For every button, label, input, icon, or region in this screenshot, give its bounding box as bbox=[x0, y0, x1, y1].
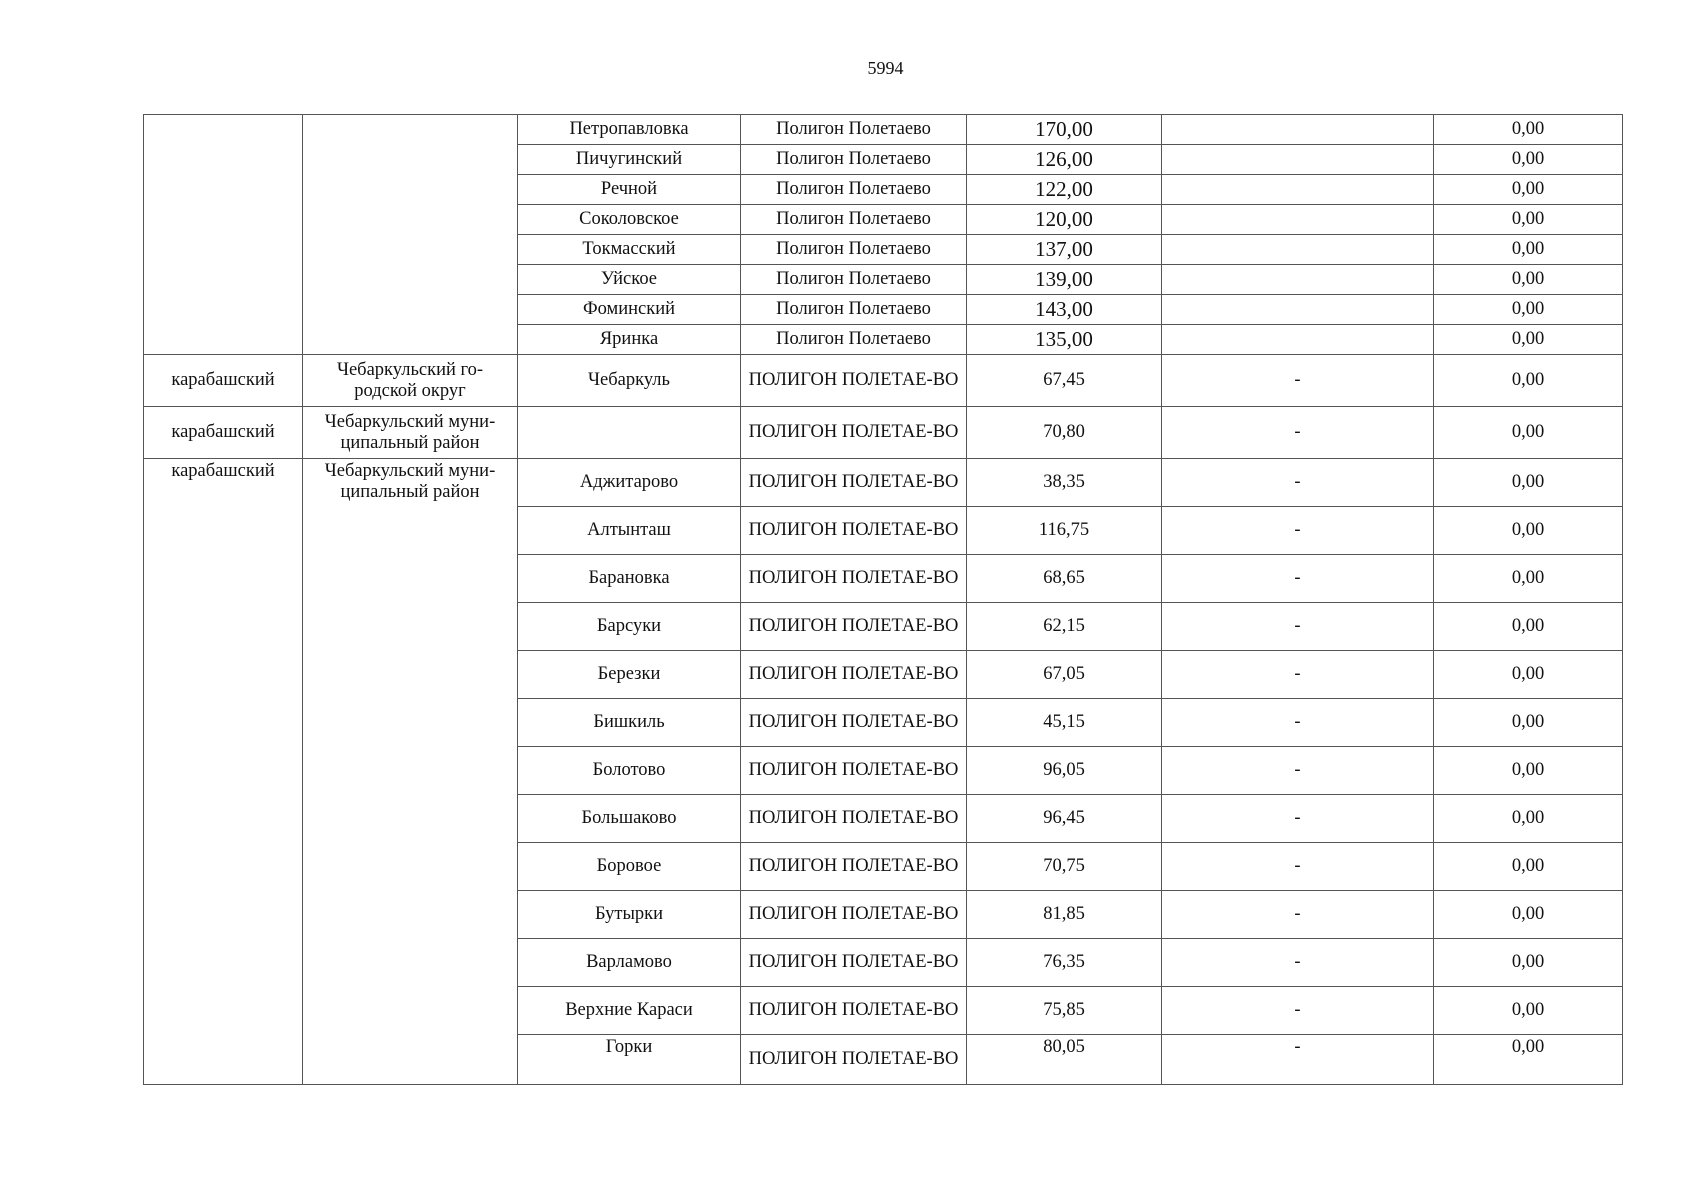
landfill-cell: Полигон Полетаево bbox=[741, 235, 967, 265]
landfill-cell: ПОЛИГОН ПОЛЕТАЕ-ВО bbox=[741, 507, 967, 555]
page-number: 5994 bbox=[867, 58, 904, 78]
value-cell: 0,00 bbox=[1434, 747, 1623, 795]
table-row bbox=[144, 115, 1623, 145]
settlement-cell: Верхние Караси bbox=[518, 987, 741, 1035]
settlement-cell: Боровое bbox=[518, 843, 741, 891]
settlement-cell bbox=[518, 407, 741, 459]
municipality-cell: Чебаркульский муни-ципальный район bbox=[303, 459, 518, 1085]
settlement-cell: Петропавловка bbox=[518, 115, 741, 145]
settlement-cell: Бишкиль bbox=[518, 699, 741, 747]
value-cell: 0,00 bbox=[1434, 235, 1623, 265]
extra-cell bbox=[1162, 145, 1434, 175]
settlement-cell: Горки bbox=[518, 1035, 741, 1085]
settlement-cell: Токмасский bbox=[518, 235, 741, 265]
extra-cell: - bbox=[1162, 987, 1434, 1035]
value-cell: 0,00 bbox=[1434, 843, 1623, 891]
value-cell: 0,00 bbox=[1434, 355, 1623, 407]
distance-cell: 45,15 bbox=[967, 699, 1162, 747]
extra-cell: - bbox=[1162, 699, 1434, 747]
value-cell: 0,00 bbox=[1434, 1035, 1623, 1085]
landfill-cell: ПОЛИГОН ПОЛЕТАЕ-ВО bbox=[741, 795, 967, 843]
value-cell: 0,00 bbox=[1434, 939, 1623, 987]
settlement-cell: Соколовское bbox=[518, 205, 741, 235]
extra-cell bbox=[1162, 265, 1434, 295]
distance-cell: 170,00 bbox=[967, 115, 1162, 145]
extra-cell: - bbox=[1162, 843, 1434, 891]
table-row bbox=[144, 355, 1623, 407]
value-cell: 0,00 bbox=[1434, 555, 1623, 603]
extra-cell: - bbox=[1162, 407, 1434, 459]
value-cell: 0,00 bbox=[1434, 795, 1623, 843]
distance-cell: 76,35 bbox=[967, 939, 1162, 987]
value-cell: 0,00 bbox=[1434, 115, 1623, 145]
extra-cell bbox=[1162, 205, 1434, 235]
distance-cell: 96,05 bbox=[967, 747, 1162, 795]
distance-cell: 80,05 bbox=[967, 1035, 1162, 1085]
extra-cell bbox=[1162, 295, 1434, 325]
data-table bbox=[143, 114, 1623, 1085]
landfill-cell: Полигон Полетаево bbox=[741, 205, 967, 235]
extra-cell: - bbox=[1162, 891, 1434, 939]
zone-cell: карабашский bbox=[144, 355, 303, 407]
distance-cell: 68,65 bbox=[967, 555, 1162, 603]
value-cell: 0,00 bbox=[1434, 891, 1623, 939]
extra-cell: - bbox=[1162, 795, 1434, 843]
extra-cell: - bbox=[1162, 355, 1434, 407]
value-cell: 0,00 bbox=[1434, 459, 1623, 507]
landfill-cell: ПОЛИГОН ПОЛЕТАЕ-ВО bbox=[741, 555, 967, 603]
landfill-cell: ПОЛИГОН ПОЛЕТАЕ-ВО bbox=[741, 843, 967, 891]
settlement-cell: Пичугинский bbox=[518, 145, 741, 175]
settlement-cell: Болотово bbox=[518, 747, 741, 795]
settlement-cell: Варламово bbox=[518, 939, 741, 987]
value-cell: 0,00 bbox=[1434, 145, 1623, 175]
table-row bbox=[144, 459, 1623, 507]
distance-cell: 122,00 bbox=[967, 175, 1162, 205]
settlement-cell: Аджитарово bbox=[518, 459, 741, 507]
extra-cell: - bbox=[1162, 1035, 1434, 1085]
value-cell: 0,00 bbox=[1434, 699, 1623, 747]
landfill-cell: Полигон Полетаево bbox=[741, 115, 967, 145]
settlement-cell: Барановка bbox=[518, 555, 741, 603]
settlement-cell: Яринка bbox=[518, 325, 741, 355]
landfill-cell: ПОЛИГОН ПОЛЕТАЕ-ВО bbox=[741, 603, 967, 651]
value-cell: 0,00 bbox=[1434, 987, 1623, 1035]
landfill-cell: ПОЛИГОН ПОЛЕТАЕ-ВО bbox=[741, 651, 967, 699]
settlement-cell: Речной bbox=[518, 175, 741, 205]
extra-cell: - bbox=[1162, 651, 1434, 699]
extra-cell bbox=[1162, 115, 1434, 145]
landfill-cell: ПОЛИГОН ПОЛЕТАЕ-ВО bbox=[741, 699, 967, 747]
municipality-cell: Чебаркульский го-родской округ bbox=[303, 355, 518, 407]
settlement-cell: Большаково bbox=[518, 795, 741, 843]
value-cell: 0,00 bbox=[1434, 295, 1623, 325]
landfill-cell: Полигон Полетаево bbox=[741, 265, 967, 295]
distance-cell: 75,85 bbox=[967, 987, 1162, 1035]
value-cell: 0,00 bbox=[1434, 205, 1623, 235]
distance-cell: 62,15 bbox=[967, 603, 1162, 651]
value-cell: 0,00 bbox=[1434, 265, 1623, 295]
extra-cell: - bbox=[1162, 555, 1434, 603]
extra-cell: - bbox=[1162, 747, 1434, 795]
distance-cell: 38,35 bbox=[967, 459, 1162, 507]
extra-cell bbox=[1162, 175, 1434, 205]
extra-cell: - bbox=[1162, 939, 1434, 987]
value-cell: 0,00 bbox=[1434, 325, 1623, 355]
extra-cell: - bbox=[1162, 603, 1434, 651]
landfill-cell: ПОЛИГОН ПОЛЕТАЕ-ВО bbox=[741, 747, 967, 795]
distance-cell: 135,00 bbox=[967, 325, 1162, 355]
landfill-cell: Полигон Полетаево bbox=[741, 325, 967, 355]
distance-cell: 143,00 bbox=[967, 295, 1162, 325]
distance-cell: 120,00 bbox=[967, 205, 1162, 235]
landfill-cell: Полигон Полетаево bbox=[741, 295, 967, 325]
settlement-cell: Чебаркуль bbox=[518, 355, 741, 407]
distance-cell: 67,05 bbox=[967, 651, 1162, 699]
distance-cell: 70,75 bbox=[967, 843, 1162, 891]
landfill-cell: ПОЛИГОН ПОЛЕТАЕ-ВО bbox=[741, 987, 967, 1035]
landfill-cell: ПОЛИГОН ПОЛЕТАЕ-ВО bbox=[741, 355, 967, 407]
landfill-cell: ПОЛИГОН ПОЛЕТАЕ-ВО bbox=[741, 939, 967, 987]
settlement-cell: Фоминский bbox=[518, 295, 741, 325]
distance-cell: 81,85 bbox=[967, 891, 1162, 939]
table-body bbox=[144, 115, 1623, 1085]
settlement-cell: Бутырки bbox=[518, 891, 741, 939]
municipality-cell bbox=[303, 115, 518, 355]
extra-cell bbox=[1162, 325, 1434, 355]
table-row bbox=[144, 407, 1623, 459]
extra-cell: - bbox=[1162, 507, 1434, 555]
settlement-cell: Алтынташ bbox=[518, 507, 741, 555]
municipality-cell: Чебаркульский муни-ципальный район bbox=[303, 407, 518, 459]
distance-cell: 116,75 bbox=[967, 507, 1162, 555]
extra-cell bbox=[1162, 235, 1434, 265]
value-cell: 0,00 bbox=[1434, 507, 1623, 555]
zone-cell: карабашский bbox=[144, 407, 303, 459]
distance-cell: 139,00 bbox=[967, 265, 1162, 295]
landfill-cell: ПОЛИГОН ПОЛЕТАЕ-ВО bbox=[741, 1035, 967, 1085]
landfill-cell: ПОЛИГОН ПОЛЕТАЕ-ВО bbox=[741, 459, 967, 507]
landfill-cell: Полигон Полетаево bbox=[741, 145, 967, 175]
settlement-cell: Березки bbox=[518, 651, 741, 699]
landfill-cell: ПОЛИГОН ПОЛЕТАЕ-ВО bbox=[741, 407, 967, 459]
landfill-cell: Полигон Полетаево bbox=[741, 175, 967, 205]
distance-cell: 67,45 bbox=[967, 355, 1162, 407]
value-cell: 0,00 bbox=[1434, 603, 1623, 651]
extra-cell: - bbox=[1162, 459, 1434, 507]
landfill-cell: ПОЛИГОН ПОЛЕТАЕ-ВО bbox=[741, 891, 967, 939]
settlement-cell: Уйское bbox=[518, 265, 741, 295]
value-cell: 0,00 bbox=[1434, 651, 1623, 699]
settlement-cell: Барсуки bbox=[518, 603, 741, 651]
distance-cell: 126,00 bbox=[967, 145, 1162, 175]
value-cell: 0,00 bbox=[1434, 407, 1623, 459]
zone-cell bbox=[144, 115, 303, 355]
zone-cell: карабашский bbox=[144, 459, 303, 1085]
value-cell: 0,00 bbox=[1434, 175, 1623, 205]
distance-cell: 96,45 bbox=[967, 795, 1162, 843]
distance-cell: 70,80 bbox=[967, 407, 1162, 459]
distance-cell: 137,00 bbox=[967, 235, 1162, 265]
